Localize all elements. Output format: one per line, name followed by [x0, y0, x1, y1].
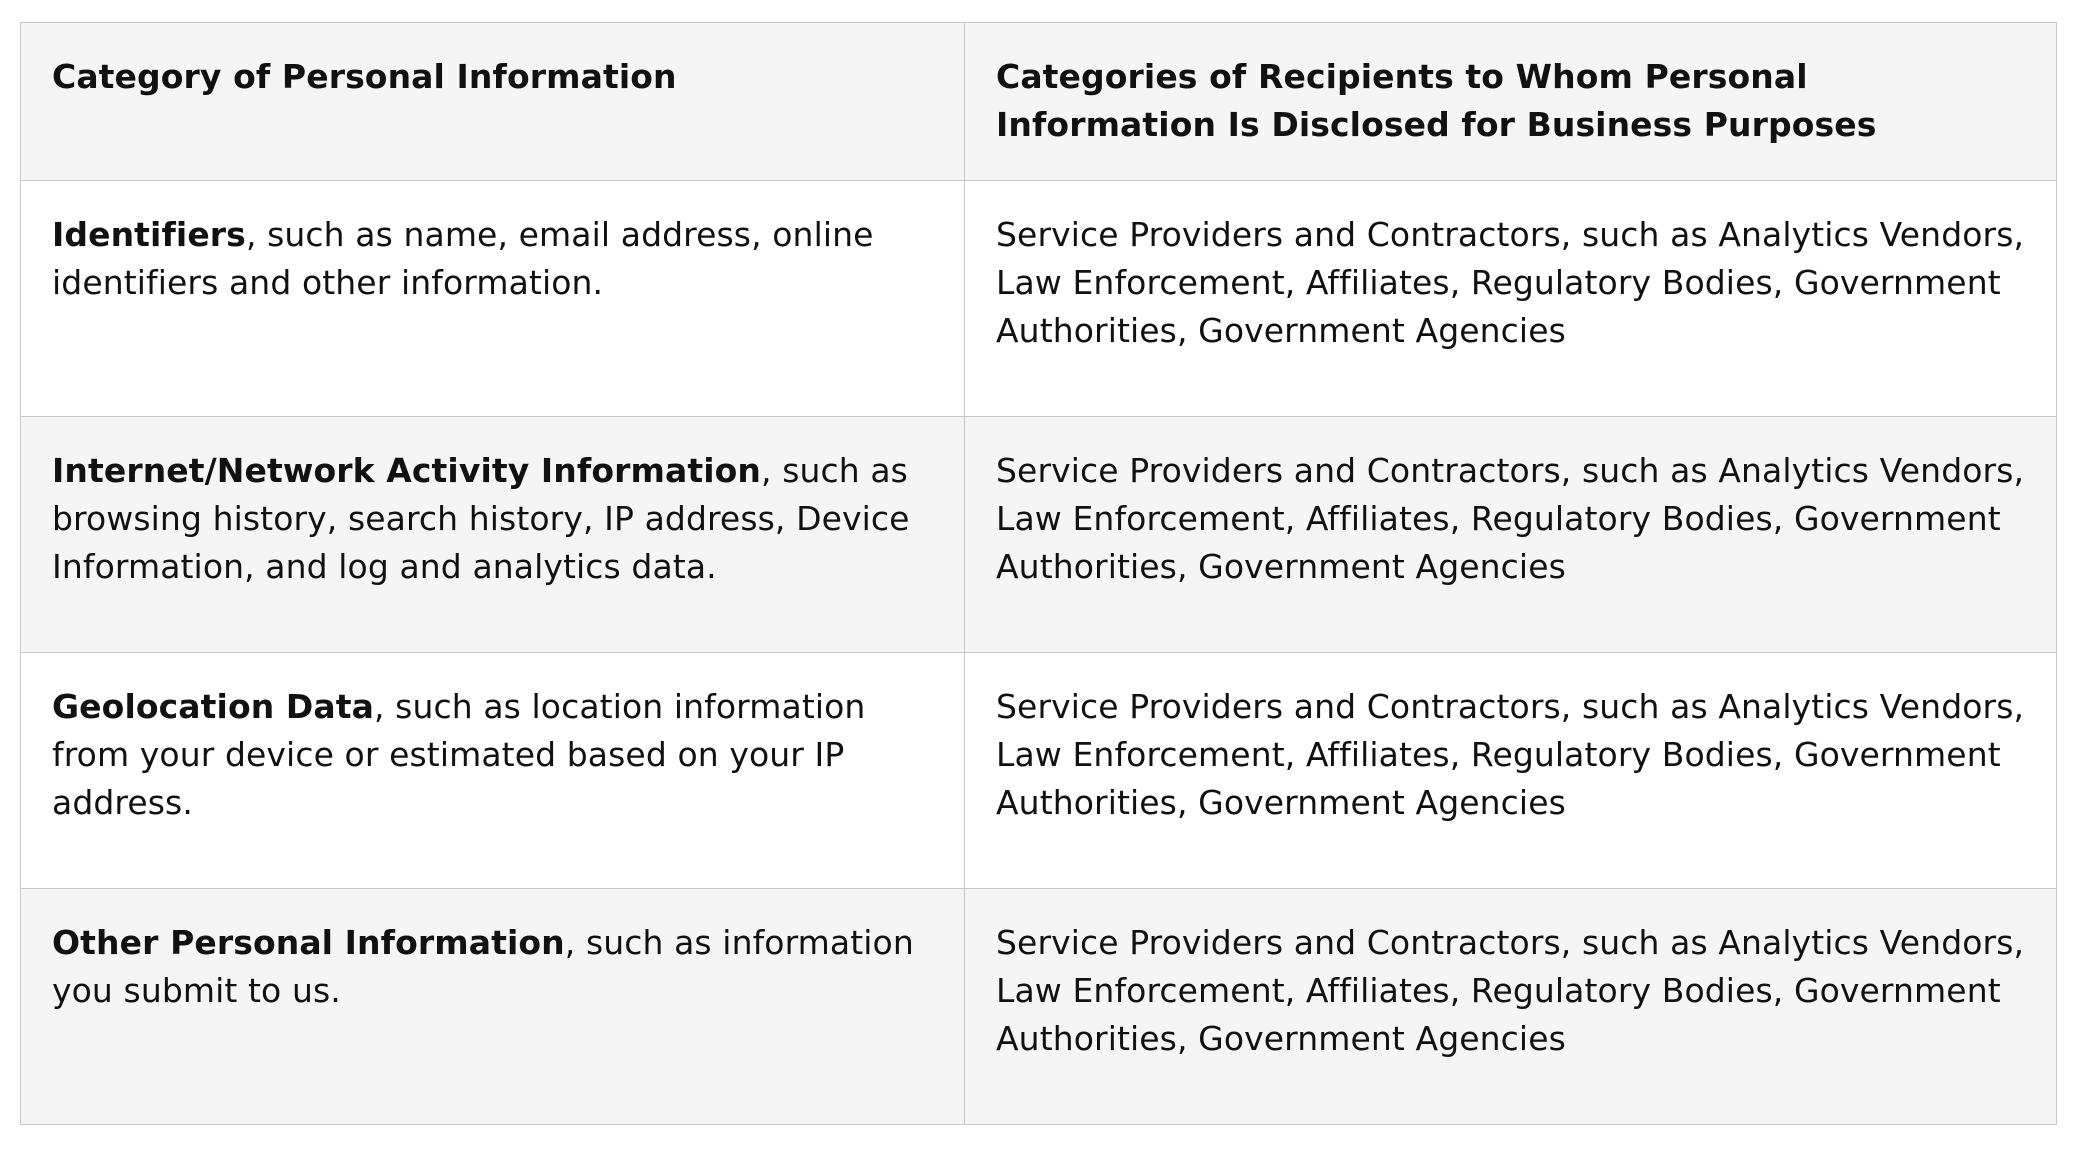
header-recipients: Categories of Recipients to Whom Personal Information Is Disclosed for Business Purposes — [965, 23, 2057, 181]
category-cell — [21, 181, 965, 417]
category-description: , such as location information from your device or estimated based on your IP address. — [52, 687, 866, 822]
table-row — [21, 417, 2057, 653]
recipients-cell: Service Providers and Contractors, such as Analytics Vendors, Law Enforcement, Affiliates, Regulatory Bodies, Government Authorities, Government Agencies — [965, 417, 2057, 653]
header-category: Category of Personal Information — [21, 23, 965, 181]
recipients-cell: Service Providers and Contractors, such as Analytics Vendors, Law Enforcement, Affiliates, Regulatory Bodies, Government Authorities, Government Agencies — [965, 181, 2057, 417]
category-cell — [21, 417, 965, 653]
category-term: Geolocation Data — [52, 687, 374, 726]
privacy-disclosure-table-container — [20, 22, 2056, 1125]
privacy-disclosure-table — [20, 22, 2057, 1125]
table-row — [21, 653, 2057, 889]
table-header-row — [21, 23, 2057, 181]
category-description: , such as information you submit to us. — [52, 923, 914, 1010]
category-term: Identifiers — [52, 215, 246, 254]
category-cell — [21, 889, 965, 1125]
category-description: , such as browsing history, search history, IP address, Device Information, and log and analytics data. — [52, 451, 910, 586]
recipients-cell: Service Providers and Contractors, such as Analytics Vendors, Law Enforcement, Affiliates, Regulatory Bodies, Government Authorities, Government Agencies — [965, 653, 2057, 889]
category-cell — [21, 653, 965, 889]
table-row — [21, 181, 2057, 417]
recipients-cell: Service Providers and Contractors, such as Analytics Vendors, Law Enforcement, Affiliates, Regulatory Bodies, Government Authorities, Government Agencies — [965, 889, 2057, 1125]
category-description: , such as name, email address, online identifiers and other information. — [52, 215, 874, 302]
category-term: Internet/Network Activity Information — [52, 451, 762, 490]
category-term: Other Personal Information — [52, 923, 565, 962]
table-row — [21, 889, 2057, 1125]
